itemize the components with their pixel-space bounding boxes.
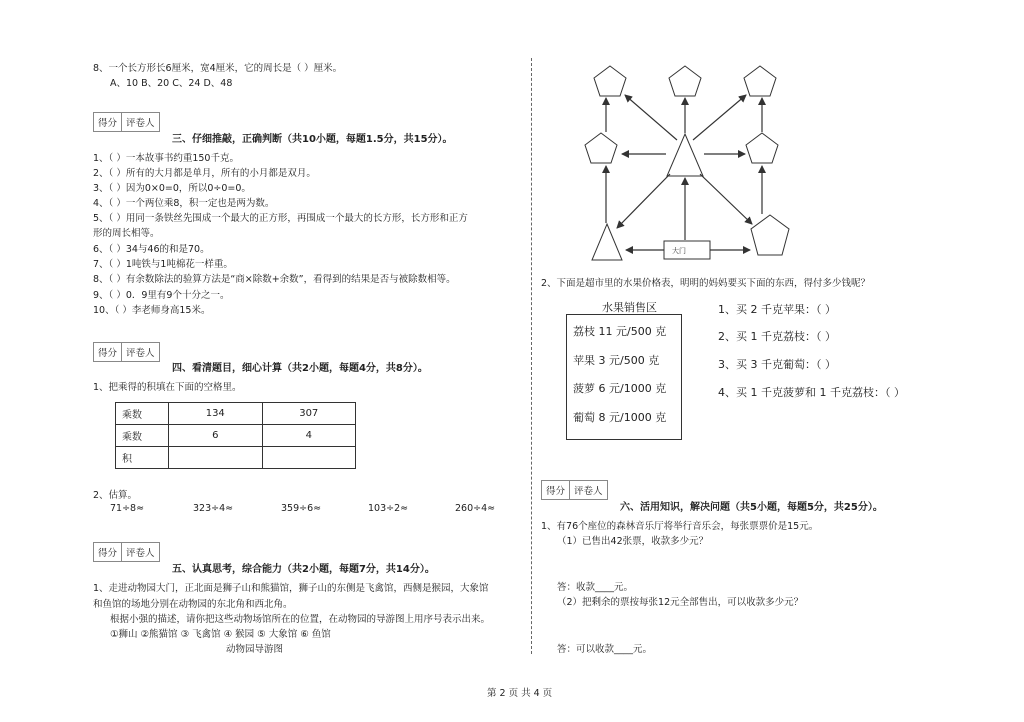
section6-sub2: （2）把剩余的票按每张12元全部售出，可以收款多少元？ xyxy=(557,597,804,608)
list-item: 10、（ ）李老师身高15米。 xyxy=(93,305,211,316)
buy-item: 4、买 1 千克菠萝和 1 千克荔枝：（ ） xyxy=(718,386,905,399)
buy-item: 2、买 1 千克荔枝：（ ） xyxy=(718,330,836,343)
score-box xyxy=(93,542,160,562)
estimate-item: 359÷6≈ xyxy=(281,503,322,514)
pentagon-top-left xyxy=(594,66,626,96)
price-item: 菠萝 6 元/1000 克 xyxy=(573,382,667,395)
section6-title: 六、活用知识，解决问题（共5小题，每题5分，共25分）。 xyxy=(620,502,883,513)
section4-q1: 1、把乘得的积填在下面的空格里。 xyxy=(93,382,242,393)
q8-options: A、10 B、20 C、24 D、48 xyxy=(110,78,233,89)
table-row xyxy=(116,403,356,425)
section5-line2: 和鱼馆的场地分别在动物园的东北角和西北角。 xyxy=(93,599,293,610)
score-label: 得分 xyxy=(542,481,570,499)
score-box xyxy=(541,480,608,500)
score-label: 得分 xyxy=(94,113,122,131)
zoo-map-label: 动物园导游图 xyxy=(226,644,284,655)
price-item: 苹果 3 元/500 克 xyxy=(573,354,660,367)
buy-item: 1、买 2 千克苹果：（ ） xyxy=(718,303,836,316)
list-item: 2、（ ）所有的大月都是单月，所有的小月都是双月。 xyxy=(93,168,316,179)
section6-sub1: （1）已售出42张票，收款多少元？ xyxy=(557,536,709,547)
section3-title: 三、仔细推敲，正确判断（共10小题，每题1.5分，共15分）。 xyxy=(172,134,453,145)
pentagon-top-middle xyxy=(669,66,701,96)
pentagon-mid-left xyxy=(585,133,617,163)
table-cell: 积 xyxy=(116,447,169,469)
reviewer-label: 评卷人 xyxy=(126,118,155,129)
list-item: 6、（ ）34与46的和是70。 xyxy=(93,244,210,255)
bottom-left-triangle xyxy=(592,224,622,260)
list-item: 形的周长相等。 xyxy=(93,228,160,239)
section5-options: ①狮山 ②熊猫馆 ③ 飞禽馆 ④ 猴园 ⑤ 大象馆 ⑥ 鱼馆 xyxy=(110,629,331,640)
column-divider xyxy=(531,58,532,654)
list-item: 7、（ ）1吨铁与1吨棉花一样重。 xyxy=(93,259,233,270)
estimate-item: 103÷2≈ xyxy=(368,503,409,514)
list-item: 5、（ ）用同一条铁丝先围成一个最大的正方形，再围成一个最大的长方形，长方形和正方 xyxy=(93,213,468,224)
price-item: 荔枝 11 元/500 克 xyxy=(573,325,667,338)
table-cell: 6 xyxy=(169,425,263,447)
table-row xyxy=(116,425,356,447)
score-box xyxy=(93,342,160,362)
score-box xyxy=(93,112,160,132)
gate-label: 大门 xyxy=(672,247,686,255)
table-cell: 307 xyxy=(262,403,356,425)
pentagon-mid-right xyxy=(746,133,778,163)
list-item: 1、（ ）一本故事书约重150千克。 xyxy=(93,153,239,164)
page-footer: 第 2 页 共 4 页 xyxy=(487,688,553,699)
table-cell: 乘数 xyxy=(116,425,169,447)
buy-item: 3、买 3 千克葡萄：（ ） xyxy=(718,358,836,371)
section5-line1: 1、走进动物园大门，正北面是狮子山和熊猫馆，狮子山的东侧是飞禽馆，西侧是猴园，大象馆 xyxy=(93,583,489,594)
arrow xyxy=(617,174,670,228)
reviewer-label: 评卷人 xyxy=(574,486,603,497)
reviewer-label: 评卷人 xyxy=(126,548,155,559)
table-cell: 4 xyxy=(262,425,356,447)
fruit-price-box xyxy=(566,314,682,440)
answer-cell[interactable] xyxy=(169,447,263,469)
arrow xyxy=(700,174,752,224)
estimate-item: 260÷4≈ xyxy=(455,503,496,514)
list-item: 9、（ ）0．9里有9个十分之一。 xyxy=(93,290,230,301)
table-row xyxy=(116,447,356,469)
gate-rect xyxy=(664,241,710,259)
score-label: 得分 xyxy=(94,543,122,561)
fruit-box-title: 水果销售区 xyxy=(602,301,657,314)
section6-answer1: 答：收款____元。 xyxy=(557,582,634,593)
center-triangle xyxy=(667,134,703,176)
fruit-question: 2、下面是超市里的水果价格表，明明的妈妈要买下面的东西，得付多少钱呢？ xyxy=(541,278,871,289)
arrow xyxy=(693,95,746,140)
list-item: 8、（ ）有余数除法的验算方法是“商×除数+余数”，看得到的结果是否与被除数相等。 xyxy=(93,274,456,285)
answer-cell[interactable] xyxy=(262,447,356,469)
pentagon-top-right xyxy=(744,66,776,96)
section4-title: 四、看清题目，细心计算（共2小题，每题4分，共8分）。 xyxy=(172,363,428,374)
table-cell: 134 xyxy=(169,403,263,425)
estimate-item: 71÷8≈ xyxy=(110,503,145,514)
arrow xyxy=(625,95,677,140)
multiplication-table xyxy=(115,402,356,469)
reviewer-label: 评卷人 xyxy=(126,348,155,359)
zoo-map-diagram xyxy=(580,58,800,268)
pentagon-bottom-right xyxy=(751,215,789,255)
section4-q2: 2、估算。 xyxy=(93,490,138,501)
score-label: 得分 xyxy=(94,343,122,361)
section5-title: 五、认真思考，综合能力（共2小题，每题7分，共14分）。 xyxy=(172,564,435,575)
price-item: 葡萄 8 元/1000 克 xyxy=(573,411,667,424)
q8-text: 8、一个长方形长6厘米，宽4厘米，它的周长是（ ）厘米。 xyxy=(93,63,343,74)
section6-q1: 1、有76个座位的森林音乐厅将举行音乐会，每张票票价是15元。 xyxy=(541,521,819,532)
list-item: 3、（ ）因为0×0=0，所以0÷0=0。 xyxy=(93,183,251,194)
estimate-item: 323÷4≈ xyxy=(193,503,234,514)
table-cell: 乘数 xyxy=(116,403,169,425)
section5-line3: 根据小强的描述，请你把这些动物场馆所在的位置，在动物园的导游图上用序号表示出来。 xyxy=(110,614,491,625)
section6-answer2: 答：可以收款____元。 xyxy=(557,644,653,655)
list-item: 4、（ ）一个两位乘8，积一定也是两为数。 xyxy=(93,198,275,209)
